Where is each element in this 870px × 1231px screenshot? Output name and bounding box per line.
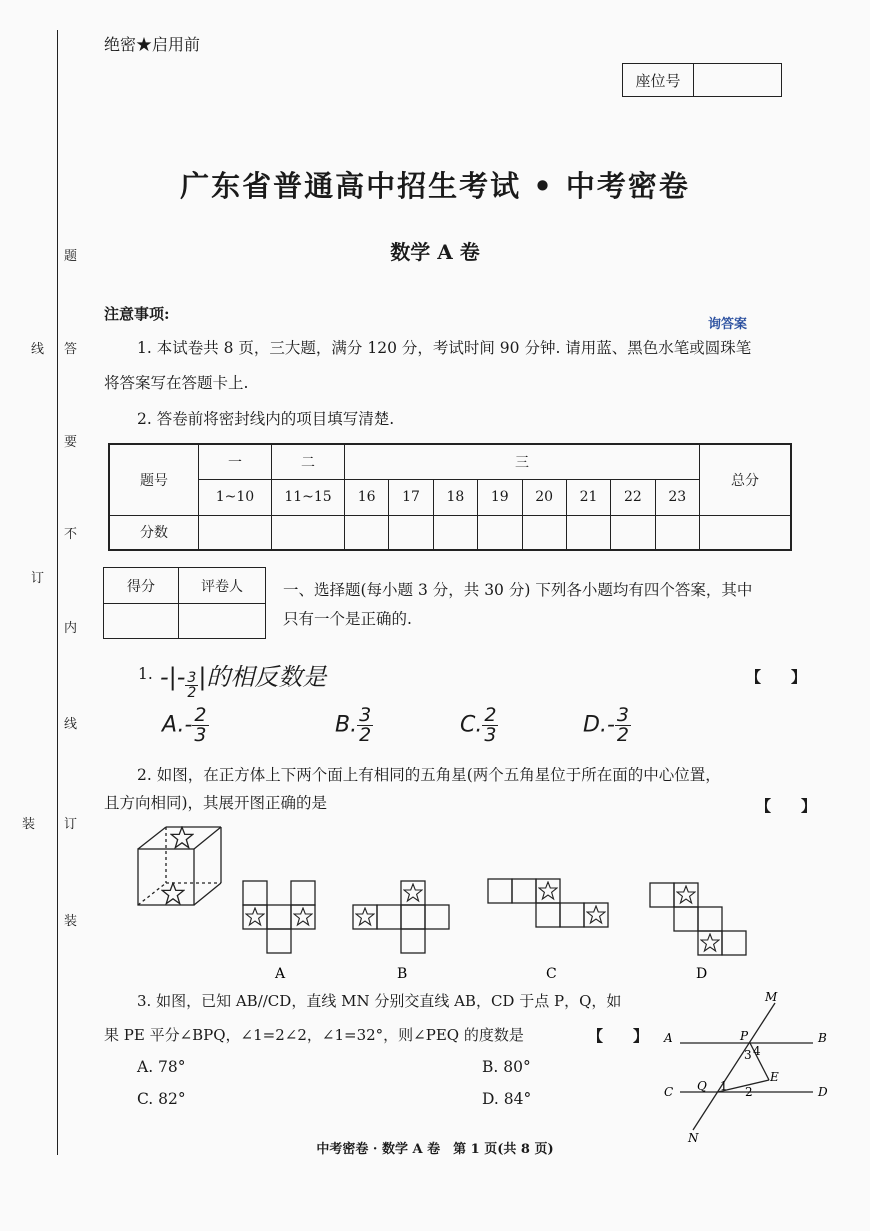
fig-label-2: 2 xyxy=(745,1085,753,1099)
fig-label-m: M xyxy=(765,990,778,1004)
fig-label-n: N xyxy=(688,1131,699,1145)
net-label-b: B xyxy=(397,966,408,982)
q1-option-b[interactable]: B. $\frac{3}{2}$ xyxy=(335,704,372,746)
binding-char: 线 xyxy=(64,717,78,732)
grader-score-label: 得分 xyxy=(104,568,179,604)
fig-label-3: 3 xyxy=(744,1048,752,1062)
score-table-range: 22 xyxy=(611,479,655,515)
binding-char: 线 xyxy=(31,342,45,357)
answer-stamp: 询答案 xyxy=(708,317,748,332)
page-subtitle: 数学 A 卷 xyxy=(390,240,480,264)
fig-label-c: C xyxy=(664,1085,674,1099)
star-icon xyxy=(677,886,695,903)
page-footer: 中考密卷 · 数学 A 卷 第 1 页(共 8 页) xyxy=(316,1142,554,1157)
score-table-header: 题号 xyxy=(109,444,199,515)
star-icon xyxy=(356,908,374,925)
score-table-range: 1~10 xyxy=(199,479,272,515)
binding-char: 要 xyxy=(64,435,78,450)
q1-number: 1. xyxy=(138,665,153,683)
score-table-range: 18 xyxy=(433,479,477,515)
star-icon xyxy=(171,827,193,847)
score-table-header: 分数 xyxy=(109,515,199,550)
fig-label-a: A xyxy=(664,1031,673,1045)
score-table-range: 23 xyxy=(655,479,699,515)
score-table-range: 16 xyxy=(345,479,389,515)
notes-line-1: 1. 本试卷共 8 页，三大题，满分 120 分，考试时间 90 分钟. 请用蓝、黑色水笔或圆珠笔 xyxy=(137,339,752,357)
q1-option-d[interactable]: D.- $\frac{3}{2}$ xyxy=(583,704,629,746)
q3-text-2: 果 PE 平分∠BPQ，∠1=2∠2，∠1=32°，则∠PEQ 的度数是 xyxy=(104,1026,524,1044)
q3-option-c[interactable]: C. 82° xyxy=(137,1090,186,1108)
q1-handwritten: -|- $\frac{3}{2}$ |的相反数是 xyxy=(160,663,327,701)
score-table-range: 20 xyxy=(522,479,566,515)
q2-text-1: 2. 如图，在正方体上下两个面上有相同的五角星(两个五角星位于所在面的中心位置， xyxy=(137,766,721,784)
score-table-section: 二 xyxy=(272,444,345,479)
fig-label-d: D xyxy=(818,1085,828,1099)
notes-title: 注意事项: xyxy=(104,305,170,323)
q1-option-c[interactable]: C. $\frac{2}{3}$ xyxy=(460,704,497,746)
star-icon xyxy=(701,934,719,951)
fig-label-p: P xyxy=(740,1029,749,1043)
binding-char: 内 xyxy=(64,621,78,636)
q1-option-a[interactable]: A.- $\frac{2}{3}$ xyxy=(162,704,207,746)
star-icon xyxy=(246,908,264,925)
net-label-d: D xyxy=(696,966,708,982)
score-table-total: 总分 xyxy=(700,444,792,515)
fig-label-e: E xyxy=(770,1070,779,1084)
star-icon xyxy=(539,882,557,899)
score-table-range: 21 xyxy=(566,479,610,515)
q1-answer-bracket[interactable]: 【 】 xyxy=(746,668,807,686)
binding-char: 题 xyxy=(64,249,78,264)
binding-char: 订 xyxy=(31,571,45,586)
score-table-range: 19 xyxy=(478,479,522,515)
net-label-a: A xyxy=(275,966,286,982)
score-table-range: 11~15 xyxy=(272,479,345,515)
q2-answer-bracket[interactable]: 【 】 xyxy=(756,797,817,815)
net-a xyxy=(243,881,315,953)
binding-char: 不 xyxy=(64,527,78,542)
net-d xyxy=(650,883,746,955)
seat-number-label: 座位号 xyxy=(623,64,694,96)
section1-intro: 一、选择题(每小题 3 分，共 30 分) 下列各小题均有四个答案，其中 xyxy=(283,581,753,599)
binding-char: 答 xyxy=(64,342,78,357)
q2-text-2: 且方向相同)，其展开图正确的是 xyxy=(104,794,328,812)
section1-intro-2: 只有一个是正确的. xyxy=(283,610,412,628)
binding-char: 装 xyxy=(22,817,36,832)
notes-line-2: 2. 答卷前将密封线内的项目填写清楚. xyxy=(137,410,395,428)
page-title: 广东省普通高中招生考试 • 中考密卷 xyxy=(180,169,690,203)
confidential-mark: 绝密★启用前 xyxy=(104,35,201,54)
binding-char: 订 xyxy=(64,817,78,832)
star-icon xyxy=(404,884,422,901)
q3-text-1: 3. 如图，已知 AB//CD，直线 MN 分别交直线 AB，CD 于点 P，Q，如 xyxy=(137,992,622,1010)
grader-name-label: 评卷人 xyxy=(179,568,266,604)
q3-answer-bracket[interactable]: 【 】 xyxy=(588,1027,649,1045)
notes-line-1b: 将答案写在答题卡上. xyxy=(104,374,249,392)
q3-option-d[interactable]: D. 84° xyxy=(482,1090,532,1108)
q3-figure xyxy=(680,1003,813,1130)
fig-label-1: 1 xyxy=(720,1079,728,1093)
q3-option-a[interactable]: A. 78° xyxy=(137,1058,186,1076)
net-b xyxy=(353,881,449,953)
fig-label-q: Q xyxy=(697,1079,707,1093)
star-icon xyxy=(294,908,312,925)
star-icon xyxy=(162,883,184,903)
net-c xyxy=(488,879,608,927)
q3-option-b[interactable]: B. 80° xyxy=(482,1058,531,1076)
binding-char: 装 xyxy=(64,914,78,929)
net-label-c: C xyxy=(546,966,557,982)
score-table-range: 17 xyxy=(389,479,433,515)
fig-label-b: B xyxy=(818,1031,827,1045)
star-icon xyxy=(587,906,605,923)
score-table-section: 三 xyxy=(345,444,700,479)
fig-label-4: 4 xyxy=(753,1044,761,1058)
score-table-section: 一 xyxy=(199,444,272,479)
